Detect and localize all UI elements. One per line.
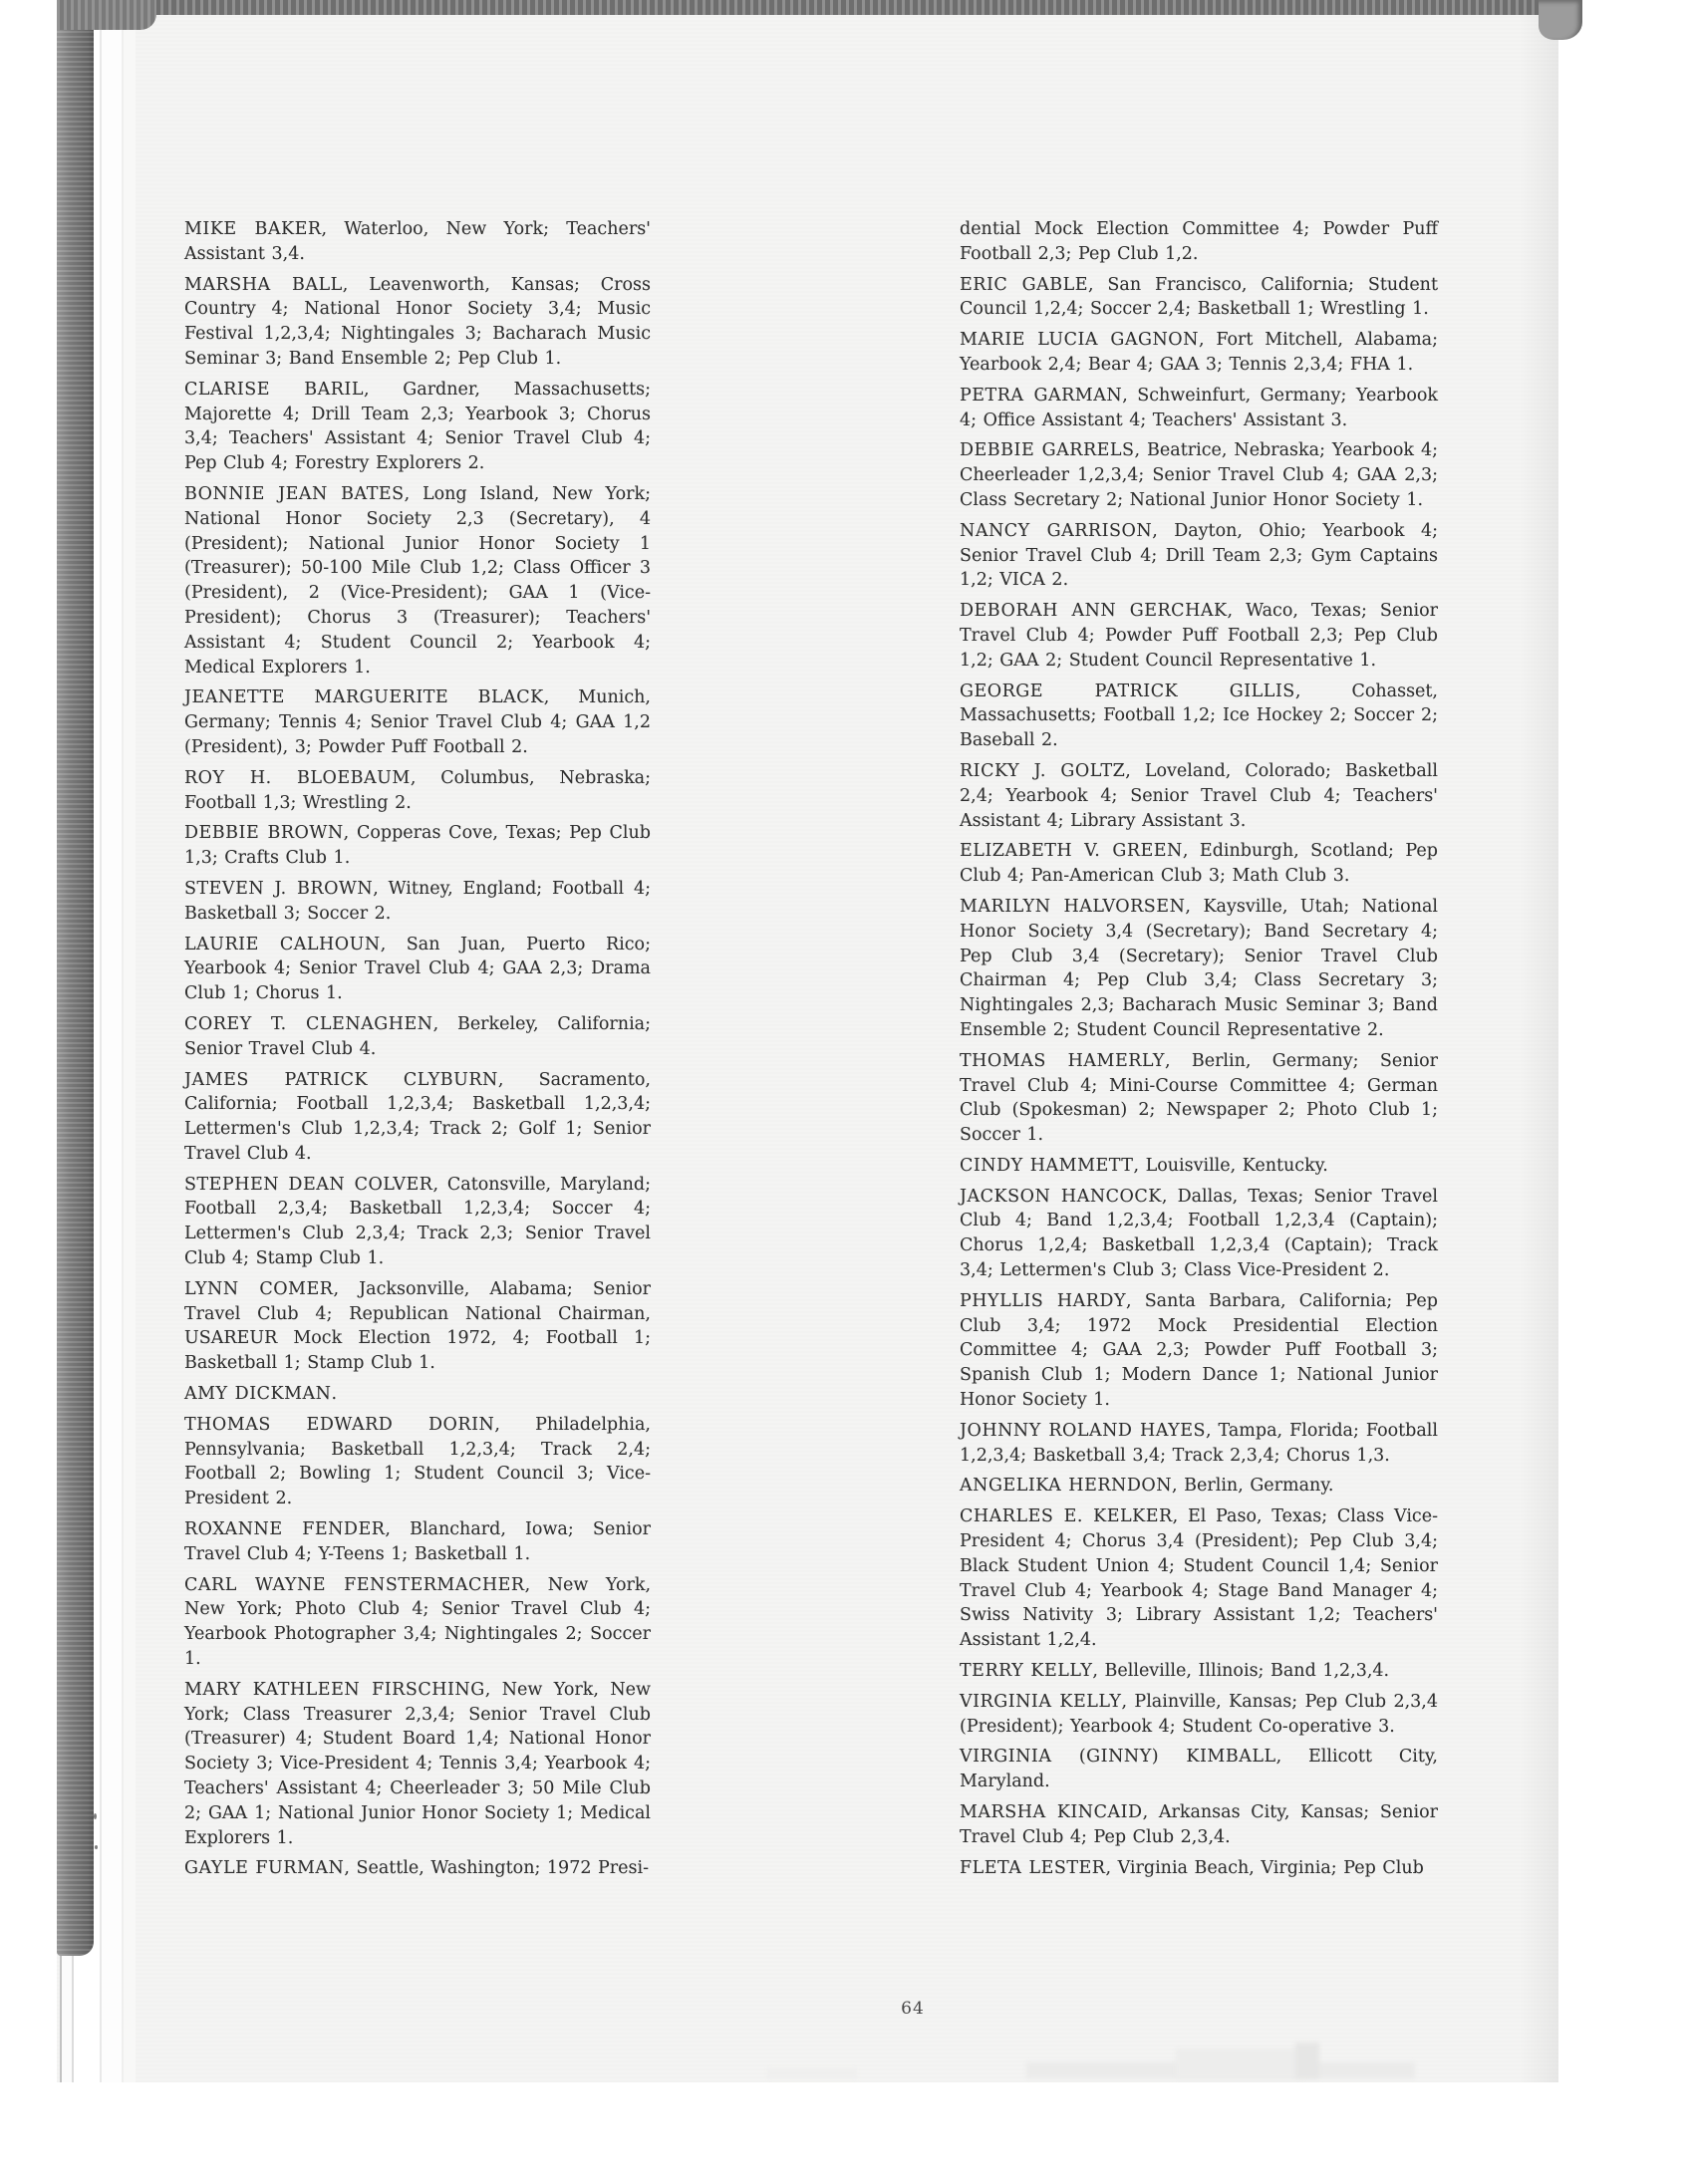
scan-top-edge-shadow — [57, 0, 1545, 15]
entry-activities: , Witney, England; Football 4; Basketball 3; Soccer 2. — [184, 878, 651, 924]
student-name: MARILYN HALVORSEN — [960, 896, 1186, 917]
student-name: JAMES PATRICK CLYBURN — [184, 1069, 498, 1090]
directory-entry — [960, 273, 1438, 323]
scan-smudge — [1295, 2043, 1319, 2078]
directory-column-right — [960, 217, 1438, 1886]
entry-activities: . — [331, 1384, 338, 1405]
student-name: MARIE LUCIA GAGNON — [960, 330, 1199, 351]
student-name: STEPHEN DEAN COLVER — [184, 1174, 433, 1195]
entry-activities: , Loveland, Colorado; Basketball 2,4; Yearbook 4; Senior Travel Club 4; Teachers' Assistant 4; Library Assistant 3. — [960, 760, 1438, 831]
directory-entry — [960, 680, 1438, 753]
entry-activities: , Sacramento, California; Football 1,2,3,4; Basketball 1,2,3,4; Lettermen's Club 1,2,3,4; Track 2; Golf 1; Senior Travel Club 4. — [184, 1069, 651, 1164]
directory-entry — [184, 1517, 651, 1567]
entry-activities: , New York, New York; Photo Club 4; Senior Travel Club 4; Yearbook Photographer 3,4; Nightingales 2; Soccer 1. — [184, 1574, 652, 1670]
directory-entry — [184, 877, 651, 927]
entry-activities: , Tampa, Florida; Football 1,2,3,4; Basketball 3,4; Track 2,3,4; Chorus 1,3. — [960, 1420, 1438, 1466]
entry-activities: , Fort Mitchell, Alabama; Yearbook 2,4; Bear 4; GAA 3; Tennis 2,3,4; FHA 1. — [960, 330, 1438, 375]
student-name: CLARISE BARIL — [184, 379, 364, 400]
directory-entry — [184, 273, 651, 372]
student-name: JACKSON HANCOCK — [960, 1186, 1162, 1207]
entry-activities: , Kaysville, Utah; National Honor Society 3,4 (Secretary); Band Secretary 4; Pep Club 3,4 (Secretary); Senior Travel Club Chairman 4; Pep Club 3,4; Class Secretary 3; Nightingales 2,3; Bacharach Music Seminar 3; Band Ensemble 2; Student Council Representative 2. — [960, 896, 1438, 1040]
entry-activities: , Copperas Cove, Texas; Pep Club 1,3; Crafts Club 1. — [184, 823, 651, 869]
scan-top-left-corner-shadow — [57, 0, 156, 30]
entry-activities: , New York, New York; Class Treasurer 2,3,4; Senior Travel Club (Treasurer) 4; Student Board 1,4; National Honor Society 3; Vice-President 4; Tennis 3,4; Yearbook 4; Teachers' Assistant 4; Cheerleader 3; 50 Mile Club 2; GAA 1; National Junior Honor Society 1; Medical Explorers 1. — [184, 1679, 651, 1848]
entry-activities: dential Mock Election Committee 4; Powder Puff Football 2,3; Pep Club 1,2. — [960, 219, 1438, 264]
student-name: CHARLES E. KELKER — [960, 1506, 1173, 1527]
student-name: VIRGINIA (GINNY) KIMBALL — [960, 1747, 1276, 1768]
entry-activities: , Catonsville, Maryland; Football 2,3,4; Basketball 1,2,3,4; Soccer 4; Lettermen's Club 2,3,4; Track 2,3; Senior Travel Club 4; Stamp Club 1. — [184, 1174, 651, 1269]
student-name: DEBORAH ANN GERCHAK — [960, 601, 1228, 622]
directory-entry — [184, 766, 651, 816]
book-gutter-shadow — [57, 0, 94, 1956]
directory-entry — [960, 1049, 1438, 1148]
directory-entry — [960, 217, 1438, 267]
entry-activities: , San Francisco, California; Student Council 1,2,4; Soccer 2,4; Basketball 1; Wrestling 1. — [960, 274, 1438, 320]
directory-entry — [960, 384, 1438, 433]
student-name: ROXANNE FENDER — [184, 1519, 386, 1540]
scan-speck — [95, 1845, 98, 1849]
directory-entry — [184, 1173, 651, 1271]
student-name: JOHNNY ROLAND HAYES — [960, 1420, 1206, 1441]
student-name: ANGELIKA HERNDON — [960, 1476, 1173, 1497]
directory-entry — [960, 1419, 1438, 1469]
entry-activities: , Plainville, Kansas; Pep Club 2,3,4 (President); Yearbook 4; Student Co-operative 3. — [960, 1691, 1438, 1737]
entry-activities: , Seattle, Washington; 1972 Presi- — [344, 1858, 650, 1879]
entry-activities: , Jacksonville, Alabama; Senior Travel Club 4; Republican National Chairman, USAREUR Mock Election 1972, 4; Football 1; Basketball 1; Stamp Club 1. — [184, 1278, 651, 1374]
directory-entry — [184, 1678, 651, 1851]
directory-entry — [960, 839, 1438, 889]
entry-activities: , Long Island, New York; National Honor Society 2,3 (Secretary), 4 (President); National Junior Honor Society 1 (Treasurer); 50-100 Mile Club 1,2; Class Officer 3 (President), 2 (Vice-President); GAA 1 (Vice-President); Chorus 3 (Treasurer); Teachers' Assistant 4; Student Council 2; Yearbook 4; Medical Explorers 1. — [184, 483, 651, 678]
student-name: DEBBIE GARRELS — [960, 440, 1135, 461]
student-name: LAURIE CALHOUN — [184, 934, 381, 955]
entry-activities: , Dallas, Texas; Senior Travel Club 4; Band 1,2,3,4; Football 1,2,3,4 (Captain); Chorus 1,2,4; Basketball 1,2,3,4 (Captain); Track 3,4; Lettermen's Club 3; Class Vice-President 2. — [960, 1186, 1438, 1281]
entry-activities: , Gardner, Massachusetts; Majorette 4; Drill Team 2,3; Yearbook 3; Chorus 3,4; Teachers' Assistant 4; Senior Travel Club 4; Pep Club 4; Forestry Explorers 2. — [184, 379, 652, 474]
student-name: CINDY HAMMETT — [960, 1155, 1134, 1176]
student-name: THOMAS HAMERLY — [960, 1050, 1165, 1071]
entry-activities: , Schweinfurt, Germany; Yearbook 4; Office Assistant 4; Teachers' Assistant 3. — [960, 385, 1439, 430]
student-name: MARY KATHLEEN FIRSCHING — [184, 1679, 485, 1700]
scan-corner-mark — [1539, 0, 1582, 40]
directory-entry — [960, 1745, 1438, 1794]
student-name: TERRY KELLY — [960, 1661, 1093, 1682]
entry-activities: , Blanchard, Iowa; Senior Travel Club 4; Y-Teens 1; Basketball 1. — [184, 1519, 651, 1564]
entry-activities: , Louisville, Kentucky. — [1133, 1155, 1328, 1176]
directory-entry — [960, 895, 1438, 1043]
entry-activities: , Philadelphia, Pennsylvania; Basketball 1,2,3,4; Track 2,4; Football 2; Bowling 1; Student Council 3; Vice-President 2. — [184, 1414, 651, 1509]
directory-entry — [960, 759, 1438, 833]
student-name: BONNIE JEAN BATES — [184, 483, 405, 504]
directory-entry — [960, 1474, 1438, 1499]
entry-activities: , Edinburgh, Scotland; Pep Club 4; Pan-American Club 3; Math Club 3. — [960, 841, 1438, 887]
directory-entry — [184, 1413, 651, 1511]
entry-activities: , Waterloo, New York; Teachers' Assistant 3,4. — [184, 219, 651, 264]
directory-entry — [960, 438, 1438, 512]
directory-entry — [960, 1800, 1438, 1850]
directory-entry — [184, 1068, 651, 1167]
directory-entry — [960, 599, 1438, 673]
entry-activities: , Berlin, Germany. — [1172, 1476, 1334, 1497]
student-name: AMY DICKMAN — [184, 1384, 332, 1405]
directory-entry — [960, 1659, 1438, 1684]
student-name: VIRGINIA KELLY — [960, 1691, 1122, 1712]
student-name: LYNN COMER — [184, 1278, 334, 1299]
entry-activities: , Dayton, Ohio; Yearbook 4; Senior Travel Club 4; Drill Team 2,3; Gym Captains 1,2; VICA 2. — [960, 520, 1438, 591]
entry-activities: , Beatrice, Nebraska; Yearbook 4; Cheerleader 1,2,3,4; Senior Travel Club 4; GAA 2,3; Class Secretary 2; National Junior Honor Society 1. — [960, 440, 1438, 510]
student-name: STEVEN J. BROWN — [184, 878, 374, 899]
student-name: CARL WAYNE FENSTERMACHER — [184, 1574, 525, 1595]
scan-smudge — [1176, 2048, 1305, 2078]
scan-smudge — [767, 2068, 857, 2078]
student-name: MIKE BAKER — [184, 219, 322, 239]
directory-entry — [184, 217, 651, 267]
directory-entry — [960, 1154, 1438, 1179]
entry-activities: , Leavenworth, Kansas; Cross Country 4; National Honor Society 3,4; Music Festival 1,2,3,4; Nightingales 3; Bacharach Music Seminar 3; Band Ensemble 2; Pep Club 1. — [184, 274, 651, 369]
entry-activities: , Waco, Texas; Senior Travel Club 4; Powder Puff Football 2,3; Pep Club 1,2; GAA 2; Student Council Representative 1. — [960, 601, 1438, 671]
entry-activities: , Santa Barbara, California; Pep Club 3,4; 1972 Mock Presidential Election Committee 4; GAA 2,3; Powder Puff Football 3; Spanish Club 1; Modern Dance 1; National Junior Honor Society 1. — [960, 1290, 1438, 1411]
student-name: THOMAS EDWARD DORIN — [184, 1414, 495, 1435]
directory-entry — [184, 1012, 651, 1062]
student-name: ELIZABETH V. GREEN — [960, 841, 1183, 862]
page-right-edge-shadow — [1519, 0, 1558, 2082]
student-name: NANCY GARRISON — [960, 520, 1153, 541]
directory-entry — [960, 1289, 1438, 1413]
entry-activities: , Arkansas City, Kansas; Senior Travel Club 4; Pep Club 2,3,4. — [960, 1802, 1438, 1847]
student-name: MARSHA KINCAID — [960, 1802, 1143, 1823]
student-name: RICKY J. GOLTZ — [960, 760, 1126, 781]
directory-entry — [184, 378, 651, 476]
student-name: FLETA LESTER — [960, 1857, 1106, 1878]
directory-entry — [960, 1690, 1438, 1740]
directory-entry — [184, 1856, 651, 1881]
student-name: PHYLLIS HARDY — [960, 1290, 1127, 1311]
directory-entry — [960, 1185, 1438, 1283]
directory-entry — [960, 1856, 1438, 1881]
entry-activities: , El Paso, Texas; Class Vice-President 4; Chorus 3,4 (President); Pep Club 3,4; Black Student Union 4; Student Council 1,4; Senior Travel Club 4; Yearbook 4; Stage Band Manager 4; Swiss Nativity 3; Library Assistant 1,2; Teachers' Assistant 1,2,4. — [960, 1506, 1438, 1651]
directory-entry — [184, 933, 651, 1006]
entry-activities: , Berkeley, California; Senior Travel Club 4. — [184, 1013, 651, 1059]
directory-entry — [184, 482, 651, 680]
entry-activities: , Belleville, Illinois; Band 1,2,3,4. — [1092, 1661, 1390, 1682]
student-name: PETRA GARMAN — [960, 385, 1123, 406]
entry-activities: , Berlin, Germany; Senior Travel Club 4; Mini-Course Committee 4; German Club (Spokesman) 2; Newspaper 2; Photo Club 1; Soccer 1. — [960, 1050, 1438, 1146]
directory-column-left — [184, 217, 651, 1887]
student-name: ROY H. BLOEBAUM — [184, 767, 411, 788]
page-number: 64 — [901, 1999, 925, 2019]
directory-entry — [960, 1504, 1438, 1653]
scan-speck — [94, 1813, 97, 1819]
student-name: COREY T. CLENAGHEN — [184, 1013, 433, 1034]
directory-entry — [184, 685, 651, 759]
entry-activities: , Ellicott City, Maryland. — [960, 1747, 1438, 1792]
entry-activities: , Munich, Germany; Tennis 4; Senior Travel Club 4; GAA 1,2 (President), 3; Powder Puff Football 2. — [184, 687, 651, 757]
directory-entry — [960, 519, 1438, 593]
directory-entry — [184, 1573, 651, 1672]
student-name: DEBBIE BROWN — [184, 823, 344, 844]
directory-entry — [960, 328, 1438, 378]
entry-activities: , Cohasset, Massachusetts; Football 1,2; Ice Hockey 2; Soccer 2; Baseball 2. — [960, 681, 1438, 751]
student-name: GAYLE FURMAN — [184, 1858, 345, 1879]
student-name: MARSHA BALL — [184, 274, 343, 295]
student-name: GEORGE PATRICK GILLIS — [960, 681, 1295, 701]
entry-activities: , Virginia Beach, Virginia; Pep Club — [1105, 1857, 1424, 1878]
directory-entry — [184, 1277, 651, 1376]
entry-activities: , Columbus, Nebraska; Football 1,3; Wrestling 2. — [184, 767, 651, 813]
directory-entry — [184, 821, 651, 871]
entry-activities: , San Juan, Puerto Rico; Yearbook 4; Senior Travel Club 4; GAA 2,3; Drama Club 1; Chorus 1. — [184, 934, 651, 1004]
student-name: ERIC GABLE — [960, 274, 1088, 295]
student-name: JEANETTE MARGUERITE BLACK — [184, 687, 544, 708]
directory-entry — [184, 1382, 651, 1407]
